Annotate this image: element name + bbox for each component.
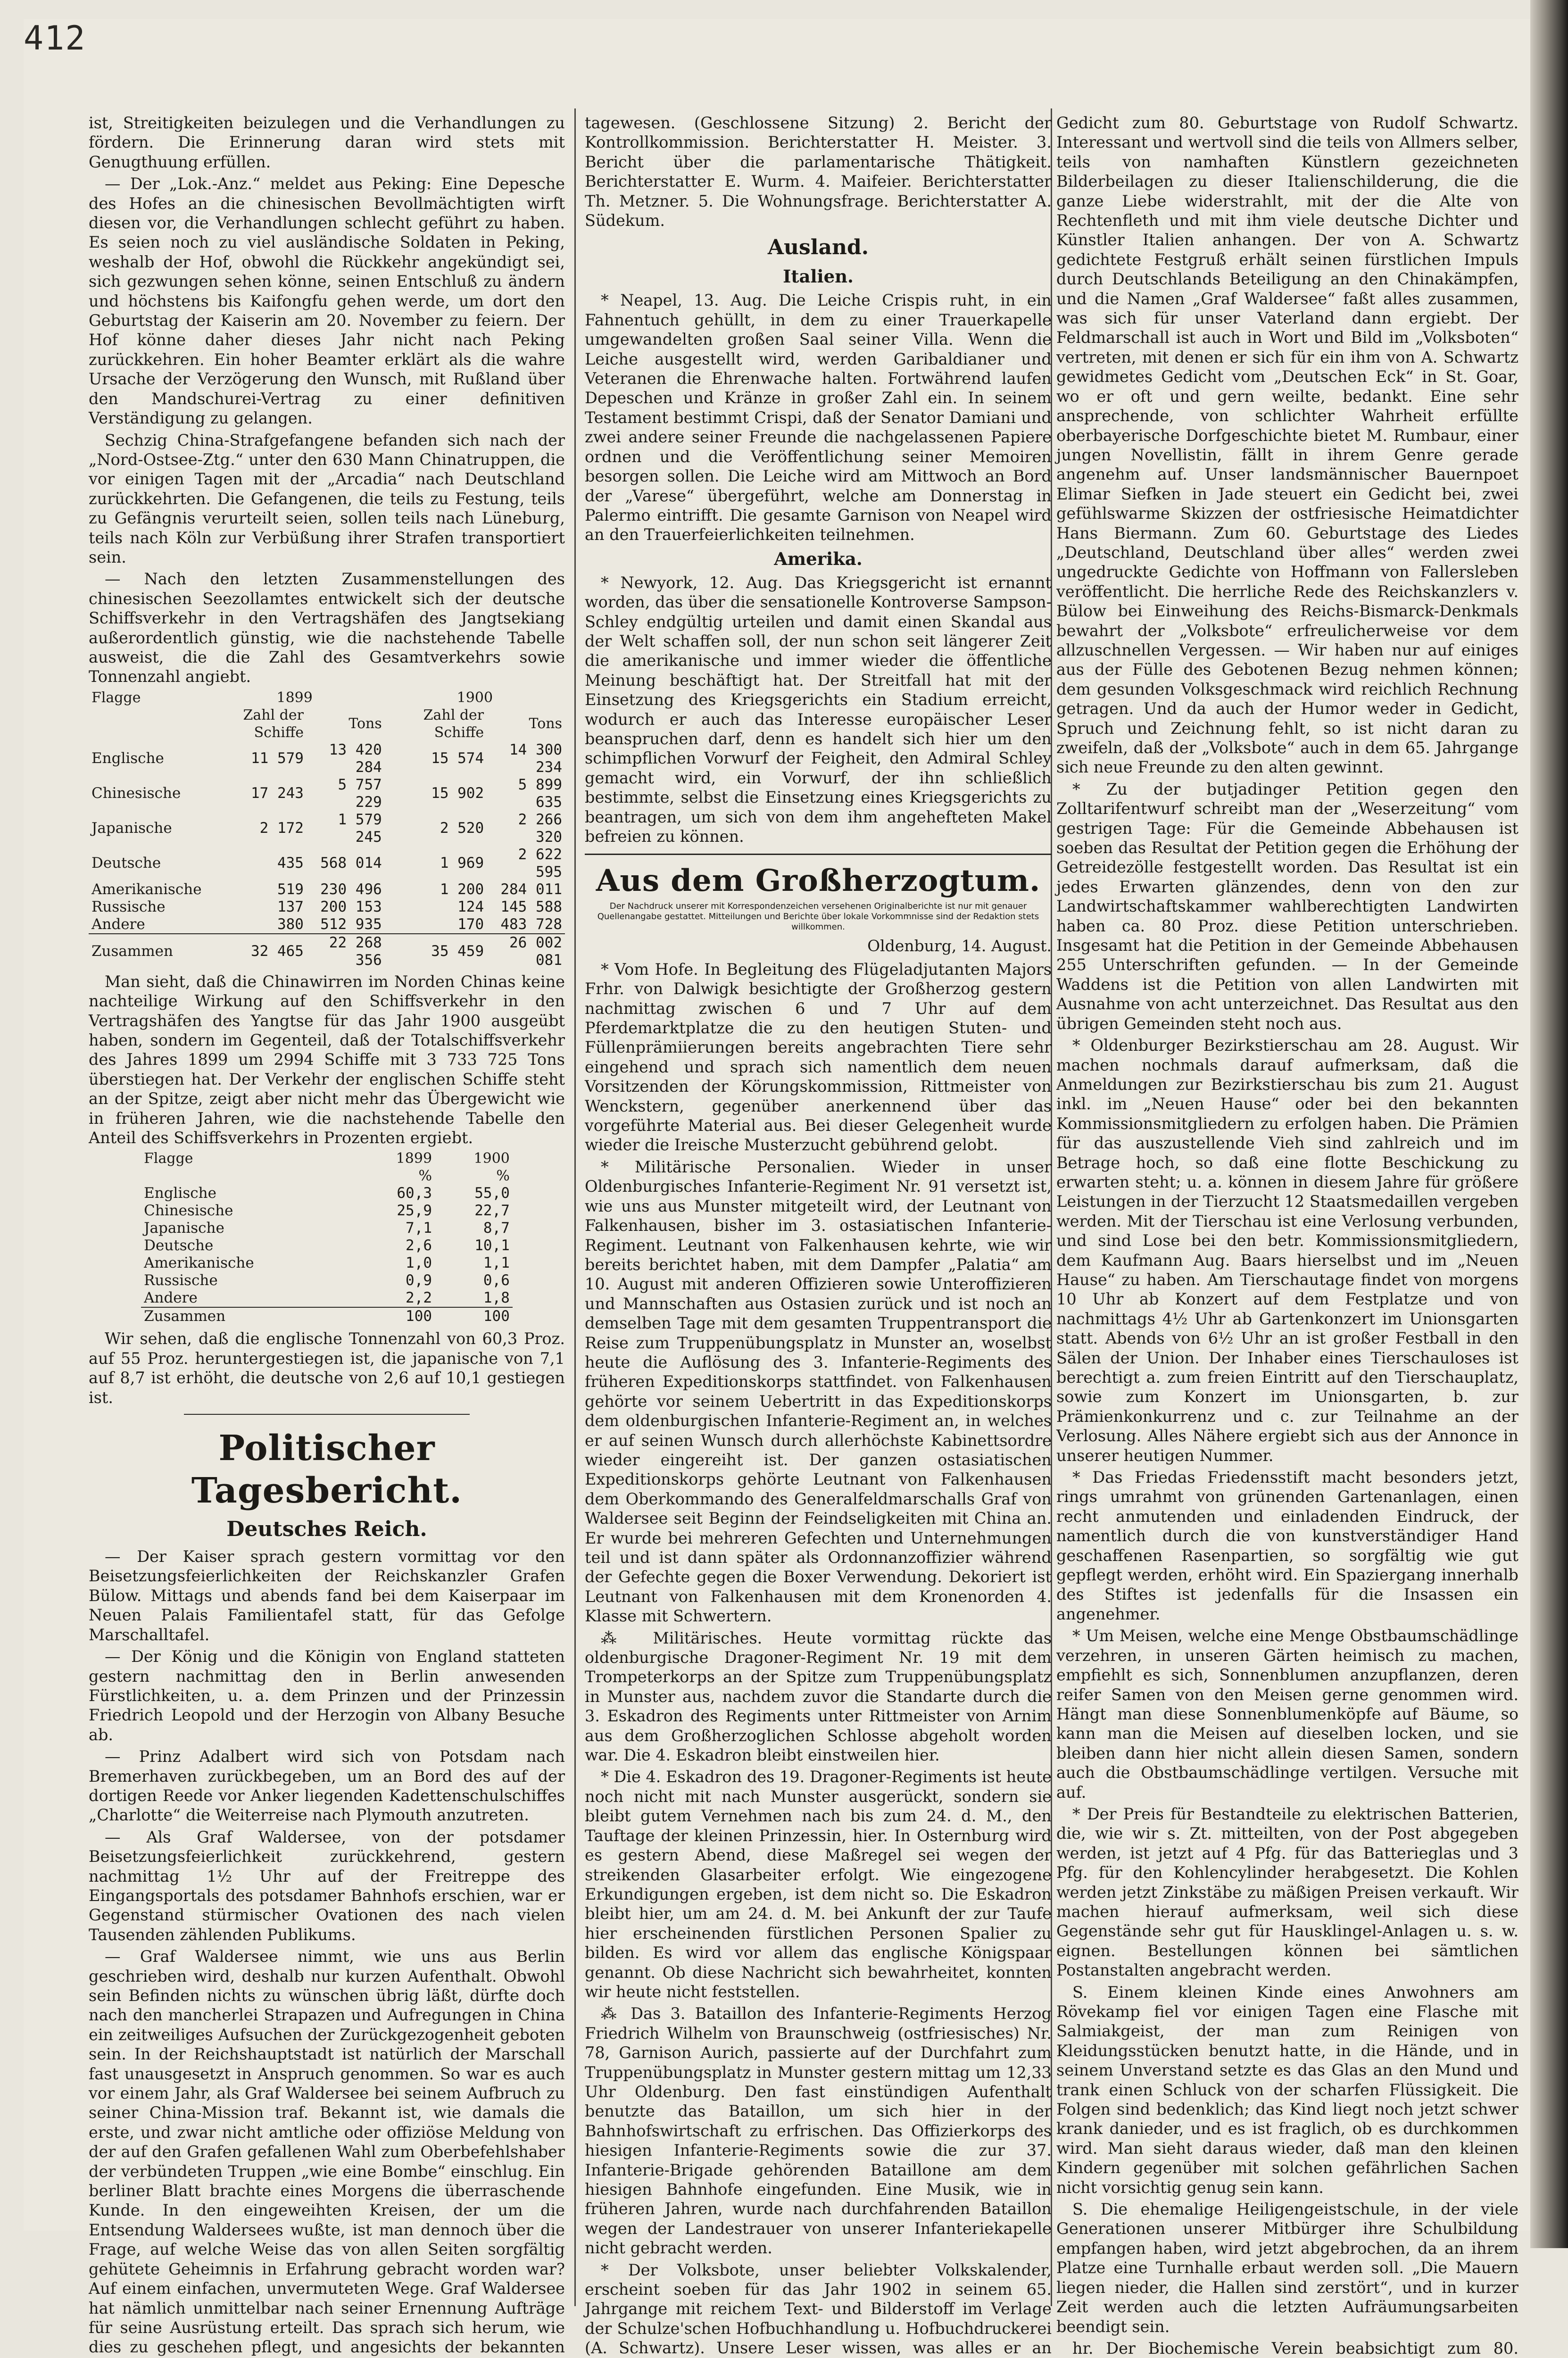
table-cell-value: 1 200 [440,880,484,898]
article-text: — Der König und die Königin von England statteten gestern nachmittag den in Berlin anwesenden Fürstlichkeiten, u. a. dem Prinzen und der Prinzessin Friedrich Leopold und der Herzogin von Albany Besuche ab. [89,1647,565,1744]
article-text: * Um Meisen, welche eine Menge Obstbaumschädlinge verzehren, in unseren Gärten heimisch zu machen, empfiehlt es sich, Sonnenblumen anzupflanzen, deren reifer Samen von den Meisen gerne genommen wird. Hängt man diese Sonnenblumenköpfe auf Bäume, so kann man die Meisen auf dieselben locken, und sie bleiben dann hier nicht allein diesen Samen, sondern auch die Obstbaumschädlinge vertilgen. Versuche mit auf. [1056,1627,1518,1802]
table-cell-flag: Englische [144,1185,216,1202]
article-text: * Der Volksbote, unser beliebter Volkskalender, erscheint soeben für das Jahr 1902 in seinem 65. Jahrgange mit reichem Text- und Bilderstoff im Verlage der Schulze'schen Hofbuchhandlung u. Hofbuchdruckerei (A. Schwartz). Unsere Leser wissen, was alles er an [585,2260,1052,2358]
country-heading: Italien. [783,266,854,287]
table-header-flag: Flagge [144,1150,193,1167]
article-text: Wir sehen, daß die englische Tonnenzahl von 60,3 Proz. auf 55 Proz. heruntergestiegen ist, die japanische von 7,1 auf 8,7 ist erhöht, die deutsche von 2,6 auf 10,1 gestiegen ist. [89,1329,565,1407]
table-cell-value: 1,1 [483,1254,510,1272]
table-row [89,741,565,776]
table-cell-flag: Deutsche [91,855,161,872]
table-row [141,1220,513,1237]
table-row [141,1185,513,1202]
table-cell-flag: Russische [144,1272,218,1289]
table-cell-flag: Russische [91,898,166,915]
section-subheading: Deutsches Reich. [226,1517,427,1542]
article-text: S. Einem kleinen Kinde eines Anwohners am Rövekamp fiel vor einigen Tagen eine Flasche mit Salmiakgeist, der man zum Reinigen von Kleidungsstücken benutzt hatte, in die Hände, und in seinem Unverstand setzte es das Glas an den Mund und trank einen Schluck von der scharfen Flüssigkeit. Die Folgen sind bedenklich; das Kind liegt noch jetzt schwer krank danieder, und es ist fraglich, ob es durchkommen wird. Man sieht daraus wieder, daß man den kleinen Kindern gegenüber mit solchen gefährlichen Sachen nicht vorsichtig genug sein kann. [1056,1983,1518,2197]
table-row [89,811,565,846]
table-cell-value: 568 014 [320,855,382,872]
table-cell-value: 1 969 [440,855,484,872]
table-cell-value: 2,6 [406,1237,432,1254]
table-cell-value: 11 579 [250,750,304,767]
article-text: — Graf Waldersee nimmt, wie uns aus Berlin geschrieben wird, deshalb nur kurzen Aufenthalt. Obwohl sein Befinden nichts zu wünschen übrig läßt, dürfte doch nach den mancherlei Strapazen und Aufregungen in China ein zeitweiliges Aufsuchen der Zurückgezogenheit geboten sein. In der Reichshauptstadt ist natürlich der Marschall fast unausgesetzt in Anspruch genommen. So war es auch vor einem Jahr, als Graf Waldersee bei seinem Aufbruch zu seiner China-Mission traf. Bekannt ist, wie damals die erste, und zwar nicht amtliche oder offiziöse Meldung von der auf den Grafen gefallenen Wahl zum Oberbefehlshaber der verbündeten Truppen „wie eine Bombe“ einschlug. Ein berliner Blatt brachte eines Morgens die überraschende Kunde. In den eingeweihten Kreisen, der um die Entsendung Waldersees wußte, ist man dennoch über die Frage, auf welche Weise das von allen Seiten sorgfältig gehütete Geheimnis in Erfahrung gebracht worden war? Auf einem einfachen, unvermuteten Wege. Graf Waldersee hat nämlich unmittelbar nach seiner Ernennung Aufträge für seine Ausrüstung erteilt. Das sprach sich herum, wie dies zu geschehen pflegt, und angesichts der bekannten [89,1947,565,2357]
table-cell-value: 284 011 [500,880,562,898]
table-cell-value: 0,6 [483,1272,510,1289]
column-rule-1 [574,108,576,2306]
article-text: * Neapel, 13. Aug. Die Leiche Crispis ruht, in ein Fahnentuch gehüllt, in dem zu einer Trauerkapelle umgewandelten großen Saal seiner Villa. Wenn die Leiche ausgestellt wird, werden Garibaldianer und Veteranen die Ehrenwache halten. Fortwährend laufen Depeschen und Kränze in großer Zahl ein. In seinem Testament bestimmt Crispi, daß der Senator Damiani und zwei andere seiner Freunde die nachgelassenen Papiere ordnen und die Veröffentlichung seiner Memoiren besorgen sollen. Die Leiche wird am Mittwoch an Bord der „Varese“ übergeführt, welche am Donnerstag in Palermo eintrifft. Die gesamte Garnison von Neapel wird an den Trauerfeierlichkeiten teilnehmen. [585,291,1052,544]
table-header-year: 1900 [473,1150,510,1167]
table-cell-value: 519 [277,880,304,898]
table-cell-value: 512 935 [320,915,382,933]
table-cell-value: 2 266 320 [518,811,562,846]
article-text: — Nach den letzten Zusammenstellungen des chinesischen Seezollamtes entwickelt sich der deutsche Schiffsverkehr in den Vertragshäfen des Jangtsekiang außerordentlich günstig, wie die nachstehende Tabelle ausweist, die die Zahl des Gesamtverkehrs sowie Tonnenzahl angiebt. [89,570,565,686]
table-cell-value: 230 496 [320,880,382,898]
table-cell-flag: Andere [91,915,145,933]
table-cell-value: 15 902 [431,785,484,802]
table-cell-value: 1 579 245 [338,811,382,846]
article-text: * Newyork, 12. Aug. Das Kriegsgericht ist ernannt worden, das über die sensationelle Kontroverse Sampson-Schley endgültig urteilen und damit einen Skandal aus der Welt schaffen soll, der nun schon seit längerer Zeit die amerikanische und immer wieder die öffentliche Meinung beschäftigt hat. Der Streitfall hat mit der Einsetzung des Kriegsgerichts ein Stadium erreicht, wodurch er auch das Interesse europäischer Leser beanspruchen darf, denn es handelt sich hier um den schimpflichen Vorwurf der Feigheit, den Admiral Schley gemacht wird, ein Vorwurf, der ihn schließlich bestimmte, selbst die Einsetzung eines Kriegsgerichts zu beantragen, um sich von dem ihm angehefteten Makel befreien zu können. [585,573,1052,846]
article-text: * Der Preis für Bestandteile zu elektrischen Batterien, die, wie wir s. Zt. mitteilten, von der Post abgegeben werden, ist jetzt auf 4 Pfg. für das Batterieglas und 3 Pfg. für den Kohlencylinder herabgesetzt. Die Kohlen werden jetzt Zinkstäbe zu mäßigen Preisen verkauft. Wir machen hierauf aufmerksam, weil sich diese Gegenstände sehr gut für Hausklingel-Anlagen u. s. w. eignen. Bestellungen können bei sämtlichen Postanstalten angebracht werden. [1056,1804,1518,1980]
table-cell-value: 137 [277,898,304,915]
dateline: Oldenburg, 14. August. [867,937,1052,955]
shipping-table-percent [141,1150,513,1325]
table-cell-flag: Chinesische [91,785,181,802]
table-row [141,1237,513,1254]
table-header-year: 1900 [456,689,493,706]
table-cell-value: 5 899 635 [518,776,562,811]
article-text: Man sieht, daß die Chinawirren im Norden Chinas keine nachteilige Wirkung auf den Schiffsverkehr in den Vertragshäfen des Yangtse für das Jahr 1900 ausgeübt haben, sondern im Gegenteil, daß der Totalschiffsverkehr des Jahres 1899 um 2994 Schiffe mit 3 733 725 Tons überstiegen hat. Der Verkehr der englischen Schiffe steht an der Spitze, zeigt aber nicht mehr das Übergewicht wie in früheren Jahren, wie die nachstehende Tabelle den Anteil des Schiffsverkehrs in Prozenten ergiebt. [89,972,565,1147]
table-cell-value: 60,3 [397,1185,432,1202]
table-row [89,846,565,881]
table-sum-row: Zusammen 100 100 [141,1307,513,1325]
article-text: — Prinz Adalbert wird sich von Potsdam nach Bremerhaven zurückbegeben, um an Bord des auf der dortigen Reede vor Anker liegenden Kadettenschulschiffes „Charlotte“ die Weiterreise nach Plymouth anzutreten. [89,1747,565,1825]
table-row [141,1272,513,1289]
article-text: * Zu der butjadinger Petition gegen den Zolltarifentwurf schreibt man der „Weserzeitung“ vom gestrigen Tage: Für die Gemeinde Abbehausen ist soeben das Resultat der Petition gegen die Erhöhung der Getreidezölle festgestellt worden. Das Resultat ist ein jedes Erwarten glänzendes, denn von den zur Landwirtschaftskammer wahlberechtigten Landwirten haben ca. 80 Proz. diese Petition unterschrieben. Insgesamt hat die Petition in der Gemeinde Abbehausen 255 Unterschriften gefunden. — In der Gemeinde Waddens ist die Petition von allen Landwirten mit Ausnahme von acht unterzeichnet. Das Resultat aus den übrigen Gemeinden steht noch aus. [1056,780,1518,1033]
table-cell-value: 170 [457,915,484,933]
table-cell-value: 2 172 [259,820,304,837]
table-header-year: 1899 [396,1150,432,1167]
article-text: * Die 4. Eskadron des 19. Dragoner-Regiments ist heute noch nicht mit nach Munster ausgerückt, sondern sie bleibt gutem Vernehmen nach bis zum 24. d. M., den Tauftage der kleinen Prinzessin, hier. In Osternburg wird es gestern Abend, diese Maßregel sei wegen der streikenden Glasarbeiter erfolgt. Wie eingezogene Erkundigungen ergeben, ist dem nicht so. Die Eskadron bleibt hier, um am 24. d. M. bei Ankunft der zur Taufe hier erscheinenden fürstlichen Personen Spalier zu bilden. Es wird vor allem das englische Königspaar genannt. Ob diese Nachricht sich bewahrheitet, konnten wir heute nicht feststellen. [585,1768,1052,2001]
table-cell-value: 2 622 595 [518,846,562,880]
table-cell-flag: Chinesische [144,1202,233,1220]
table-cell-value: 145 588 [500,898,562,915]
table-row [141,1202,513,1220]
table-cell-flag: Deutsche [144,1237,214,1254]
article-text: ⁂ Militärisches. Heute vormittag rückte das oldenburgische Dragoner-Regiment Nr. 19 mit dem Trompeterkorps an der Spitze zum Truppenübungsplatz in Munster aus, nachdem zuvor die Standarte durch die 3. Eskadron des Regiments unter Rittmeister von Arnim aus dem Großherzoglichen Schlosse abgeholt worden war. Die 4. Eskadron bleibt einstweilen hier. [585,1628,1052,1765]
article-text: Gedicht zum 80. Geburtstage von Rudolf Schwartz. Interessant und wertvoll sind die teils von Allmers selber, teils von namhaften Künstlern gezeichneten Bilderbeilagen zu dieser Italienschilderung, die die ganze Liebe widerstrahlt, mit der die Alte von Rechtenfleth und mit ihm viele deutsche Dichter und Künstler Italien anhangen. Der von A. Schwartz gedichtete Festgruß erhält seinen fürstlichen Impuls durch Deutschlands Beteiligung an den Chinakämpfen, und die Namen „Graf Waldersee“ faßt alles zusammen, was sich für unser Vaterland dann ergiebt. Der Feldmarschall ist auch in Wort und Bild im „Volksboten“ vertreten, mit denen er sich für ein ihm von A. Schwartz gewidmetes Gedicht vom „Deutschen Eck“ in St. Goar, wo er oft und gern weilte, bedankt. Eine sehr ansprechende, von schlichter Wahrheit erfüllte oberbayerische Dorfgeschichte bietet M. Rumbaur, einer jungen Novellistin, fällt in ihrem Genre gerade angenehm auf. Unser landsmännischer Bauernpoet Elimar Siefken in Jade steuert ein Gedicht bei, zwei gefühlswarme Skizzen der ostfriesische Heimatdichter Hans Biermann. Zum 60. Geburtstage des Liedes „Deutschland, Deutschland über alles“ werden zwei ungedruckte Gedichte von Hoffmann von Fallersleben veröffentlicht. Die herrliche Rede des Reichskanzlers v. Bülow bei Einweihung des Reichs-Bismarck-Denkmals bewahrt der „Volksbote“ erfreulicherweise vor dem allzuschnellen Vergessen. — Wir haben nur auf einiges aus der Fülle des Gebotenen Bezug nehmen können; dem gesunden Volksgeschmack wird reichlich Rechnung getragen. Und da auch der Humor weder in Gedicht, Spruch und Zeichnung fehlt, so ist nicht daran zu zweifeln, daß der „Volksbote“ auch in dem 65. Jahrgange sich neue Freunde zu den alten gewinnt. [1056,114,1518,777]
table-cell-flag: Japanische [144,1220,224,1237]
table-cell-flag: Englische [91,750,164,767]
table-cell-value: 13 420 284 [329,741,382,776]
article-text: Sechzig China-Strafgefangene befanden sich nach der „Nord-Ostsee-Ztg.“ unter den 630 Mann Chinatruppen, die vor einigen Tagen mit der „Arcadia“ nach Deutschland zurückkehrten. Die Gefangenen, die teils zu Festung, teils zu Gefängnis verurteilt seien, sollen teils nach Lüneburg, teils nach Köln zur Verbüßung ihrer Strafen transportiert sein. [89,431,565,566]
table-cell-value: 8,7 [483,1220,510,1237]
article-text: — Der Kaiser sprach gestern vormittag vor den Beisetzungsfeierlichkeiten der Reichskanzler Grafen Bülow. Mittags und abends fand bei dem Kaiserpaar im Neuen Palais Familientafel statt, für das Gefolge Marschalltafel. [89,1547,565,1644]
table-sum-row: Zusammen 32 465 22 268 356 35 459 26 002 081 [89,934,565,969]
table-cell-value: 55,0 [474,1185,510,1202]
table-subheader: Zahl der Schiffe [423,706,484,741]
article-text: * Vom Hofe. In Begleitung des Flügeladjutanten Majors Frhr. von Dalwigk besichtigte der Großherzog gestern nachmittag zwischen 6 und 7 Uhr auf dem Pferdemarktplatze die zu den heutigen Stuten- und Füllenprämiierungen bereits angebrachten Tiere sehr eingehend und sprach sich namentlich dem neuen Vorsitzenden der Körungskommission, Rittmeister von Wenckstern, gegenüber anerkennend über das vorgeführte Material aus. Bei dieser Gelegenheit wurde wieder die Ireische Musterzucht gebührend gelobt. [585,960,1052,1154]
divider [585,854,1052,855]
table-cell-value: 17 243 [250,785,304,802]
column-2 [585,113,1052,2358]
article-text: * Oldenburger Bezirkstierschau am 28. August. Wir machen nochmals darauf aufmerksam, daß die Anmeldungen zur Bezirkstierschau bis zum 21. August inkl. im „Neuen Hause“ oder bei den bekannten Kommissionsmitgliedern zu erfolgen haben. Die Prämien für das auszustellende Vieh sind zahlreich und im Betrage hoch, so daß eine flotte Beschickung zu erwarten steht; u. a. können in diesem Jahre für größere Leistungen in der Tierzucht 12 Staatsmedaillen vergeben werden. Mit der Tierschau ist eine Verlosung verbunden, und sind Lose bei den betr. Kommissionsmitgliedern, dem Kaufmann Aug. Baars hierselbst und im „Neuen Hause“ zu haben. Am Tierschautage findet von morgens 10 Uhr ab Konzert auf dem Festplatze und von nachmittags 4½ Uhr ab Gartenkonzert im Unionsgarten statt. Abends von 6½ Uhr an ist großer Festball in den Sälen der Union. Der Inhaber eines Tierschauloses ist berechtigt a. zum freien Eintritt auf den Tierschauplatz, sowie zum Konzert im Unionsgarten, b. zur Prämienkonkurrenz und c. zur Teilnahme an der Verlosung. Alles Nähere ergiebt sich aus der Annonce in unserer heutigen Nummer. [1056,1036,1518,1465]
table-row [89,916,565,934]
article-text: — Der „Lok.-Anz.“ meldet aus Peking: Eine Depesche des Hofes an die chinesischen Bevollmächtigten wirft diesen vor, die Verhandlungen schlecht geführt zu haben. Es seien noch zu viel ausländische Soldaten in Peking, weshalb der Hof, obwohl die Rückkehr angekündigt sei, sich gezwungen sehen könne, seinen Entschluß zu ändern und höchstens bis Kaifongfu gehen werde, um dort den Geburtstag der Kaiserin am 20. November zu feiern. Der Hof könne daher dieses Jahr nicht nach Peking zurückkehren. Ein hoher Beamter erklärt als die wahre Ursache der Verzögerung den Wunsch, mit Rußland über den Mandschurei-Vertrag zu einer definitiven Verständigung zu gelangen. [89,174,565,428]
table-cell-flag: Andere [144,1289,198,1307]
shipping-table-tons [89,689,565,969]
table-header-year: 1899 [276,689,313,706]
column-1 [89,113,565,2357]
page-number: 412 [24,19,86,58]
country-heading: Amerika. [774,548,863,569]
column-3 [1056,113,1518,2358]
table-cell-value: 15 574 [431,750,484,767]
table-cell-value: 380 [277,915,304,933]
table-subheader: Zahl der Schiffe [243,706,304,741]
table-row [141,1254,513,1272]
table-row [89,898,565,916]
article-text: S. Die ehemalige Heiligengeistschule, in der viele Generationen unserer Mitbürger ihre Schulbildung empfangen haben, wird jetzt abgebrochen, da an ihrem Platze eine Turnhalle erbaut werden soll. „Die Mauern liegen nieder, die Hallen sind zerstört“, und in kurzer Zeit werden auch die letzten Aufräumungsarbeiten beendigt sein. [1056,2200,1518,2336]
table-body [141,1185,513,1307]
table-cell-flag: Amerikanische [144,1254,254,1272]
table-cell-flag: Japanische [91,820,172,837]
table-header-flag: Flagge [91,689,141,706]
article-text: * Das Friedas Friedensstift macht besonders jetzt, rings umrahmt von grünenden Gartenanlagen, einen recht anmutenden und einladenden Eindruck, der namentlich durch die von kunstverständiger Hand geschaffenen Rasenpartien, so sorgfältig wie gut gepflegt werden, erhöht wird. Ein Spaziergang innerhalb des Stiftes ist jedenfalls für die Insassen ein angenehmer. [1056,1468,1518,1623]
table-unit: % [496,1168,510,1185]
table-cell-value: 2 520 [440,820,484,837]
table-cell-value: 0,9 [406,1272,432,1289]
table-row [89,776,565,811]
table-cell-value: 5 757 229 [338,776,382,811]
table-cell-value: 1,8 [483,1289,510,1307]
table-cell-value: 1,0 [406,1254,432,1272]
table-cell-value: 10,1 [474,1237,510,1254]
article-text: ⁂ Das 3. Bataillon des Infanterie-Regiments Herzog Friedrich Wilhelm von Braunschweig (ostfriesisches) Nr. 78, Garnison Aurich, passierte auf der Durchfahrt zum Truppenübungsplatz in Munster gestern mittag um 12,33 Uhr Oldenburg. Den fast einstündigen Aufenthalt benutzte das Bataillon, um sich hier in der Bahnhofswirtschaft zu erfrischen. Das Offizierkorps des hiesigen Infanterie-Regiments sowie die zur 37. Infanterie-Brigade gehörenden Bataillone am dem hiesigen Bahnhofe eingefunden. Eine Musik, wie in früheren Jahren, wurde nach durchfahrenden Bataillon wegen der Landestrauer von unserer Infanteriekapelle nicht gebracht werden. [585,2004,1052,2258]
article-text: tagewesen. (Geschlossene Sitzung) 2. Bericht der Kontrollkommission. Berichterstatter H. Meister. 3. Bericht über die parlamentarische Thätigkeit. Berichterstatter E. Wurm. 4. Maifeier. Berichterstatter Th. Metzner. 5. Die Wohnungsfrage. Berichterstatter A. Südekum. [585,114,1052,230]
table-subheader: Tons [529,715,562,732]
table-cell-value: 2,2 [406,1289,432,1307]
reprint-note: Der Nachdruck unserer mit Korrespondenzeichen versehenen Originalberichte ist nur mit genauer Quellenangabe gestattet. Mitteilungen und Berichte über lokale Vorkommnisse sind der Redaktion stets willkommen. [597,901,1039,932]
table-cell-value: 435 [277,855,304,872]
article-text: ist, Streitigkeiten beizulegen und die Verhandlungen zu fördern. Die Erinnerung daran wird stets mit Genugthuung erfüllen. [89,114,565,171]
article-text: * Militärische Personalien. Wieder in unser Oldenburgisches Infanterie-Regiment Nr. 91 versetzt ist, wie uns aus Munster mitgeteilt wird, der Leutnant von Falkenhausen, bisher im 3. ostasiatischen Infanterie-Regiment. Leutnant von Falkenhausen kehrte, wie wir bereits berichtet haben, mit dem Dampfer „Palatia“ am 10. August mit anderen Offizieren sowie Unteroffizieren und Mannschaften aus Ostasien zurück und ist noch an demselben Tage mit dem gesamten Truppentransport die Reise zum Truppenübungsplatz in Munster an, woselbst heute die Auflösung des 3. Infanterie-Regiments des früheren Expeditionskorps stattfindet. von Falkenhausen gehörte vor seinem Uebertritt in das Expeditionskorps dem oldenburgischen Infanterie-Regiment an, in welches er auf seinen Wunsch durch allerhöchste Kabinettsordre wieder eingereiht ist. Der ganzen ostasiatischen Expeditionskorps gehörte Leutnant von Falkenhausen dem Oberkommando des Generalfeldmarschalls Graf von Waldersee seit Beginn der Feindseligkeiten mit China an. Er wurde bei mehreren Gefechten und Unternehmungen teil und ist dann später als Ordonnanzoffizier während der Gefechte gegen die Boxer Verwendung. Dekoriert ist Leutnant von Falkenhausen mit dem Kronenorden 4. Klasse mit Schwertern. [585,1157,1052,1626]
section-subheading: Ausland. [767,235,869,260]
table-body [89,741,565,934]
table-cell-value: 14 300 234 [509,741,562,776]
divider [184,1414,470,1415]
page-edge-shadow [1530,0,1568,2248]
table-cell-value: 124 [457,898,484,915]
article-text: — Als Graf Waldersee, von der potsdamer Beisetzungsfeierlichkeit zurückkehrend, gestern nachmittag 1½ Uhr auf der Freitreppe des Eingangsportals des potsdamer Bahnhofs erschien, war er Gegenstand stürmischer Ovationen des nach vielen Tausenden zählenden Publikums. [89,1827,565,1944]
article-text: hr. Der Biochemische Verein beabsichtigt zum 80. [1072,2339,1518,2358]
table-cell-flag: Amerikanische [91,880,202,898]
table-subheader: Tons [348,715,382,732]
table-cell-value: 200 153 [320,898,382,915]
table-row [89,881,565,898]
table-cell-value: 483 728 [500,915,562,933]
section-heading: Politischer Tagesbericht. [191,1428,463,1511]
table-cell-value: 25,9 [397,1202,432,1220]
table-unit: % [418,1168,432,1185]
section-heading: Aus dem Großherzogtum. [596,863,1041,899]
table-row [141,1289,513,1307]
table-cell-value: 22,7 [474,1202,510,1220]
table-cell-value: 7,1 [406,1220,432,1237]
